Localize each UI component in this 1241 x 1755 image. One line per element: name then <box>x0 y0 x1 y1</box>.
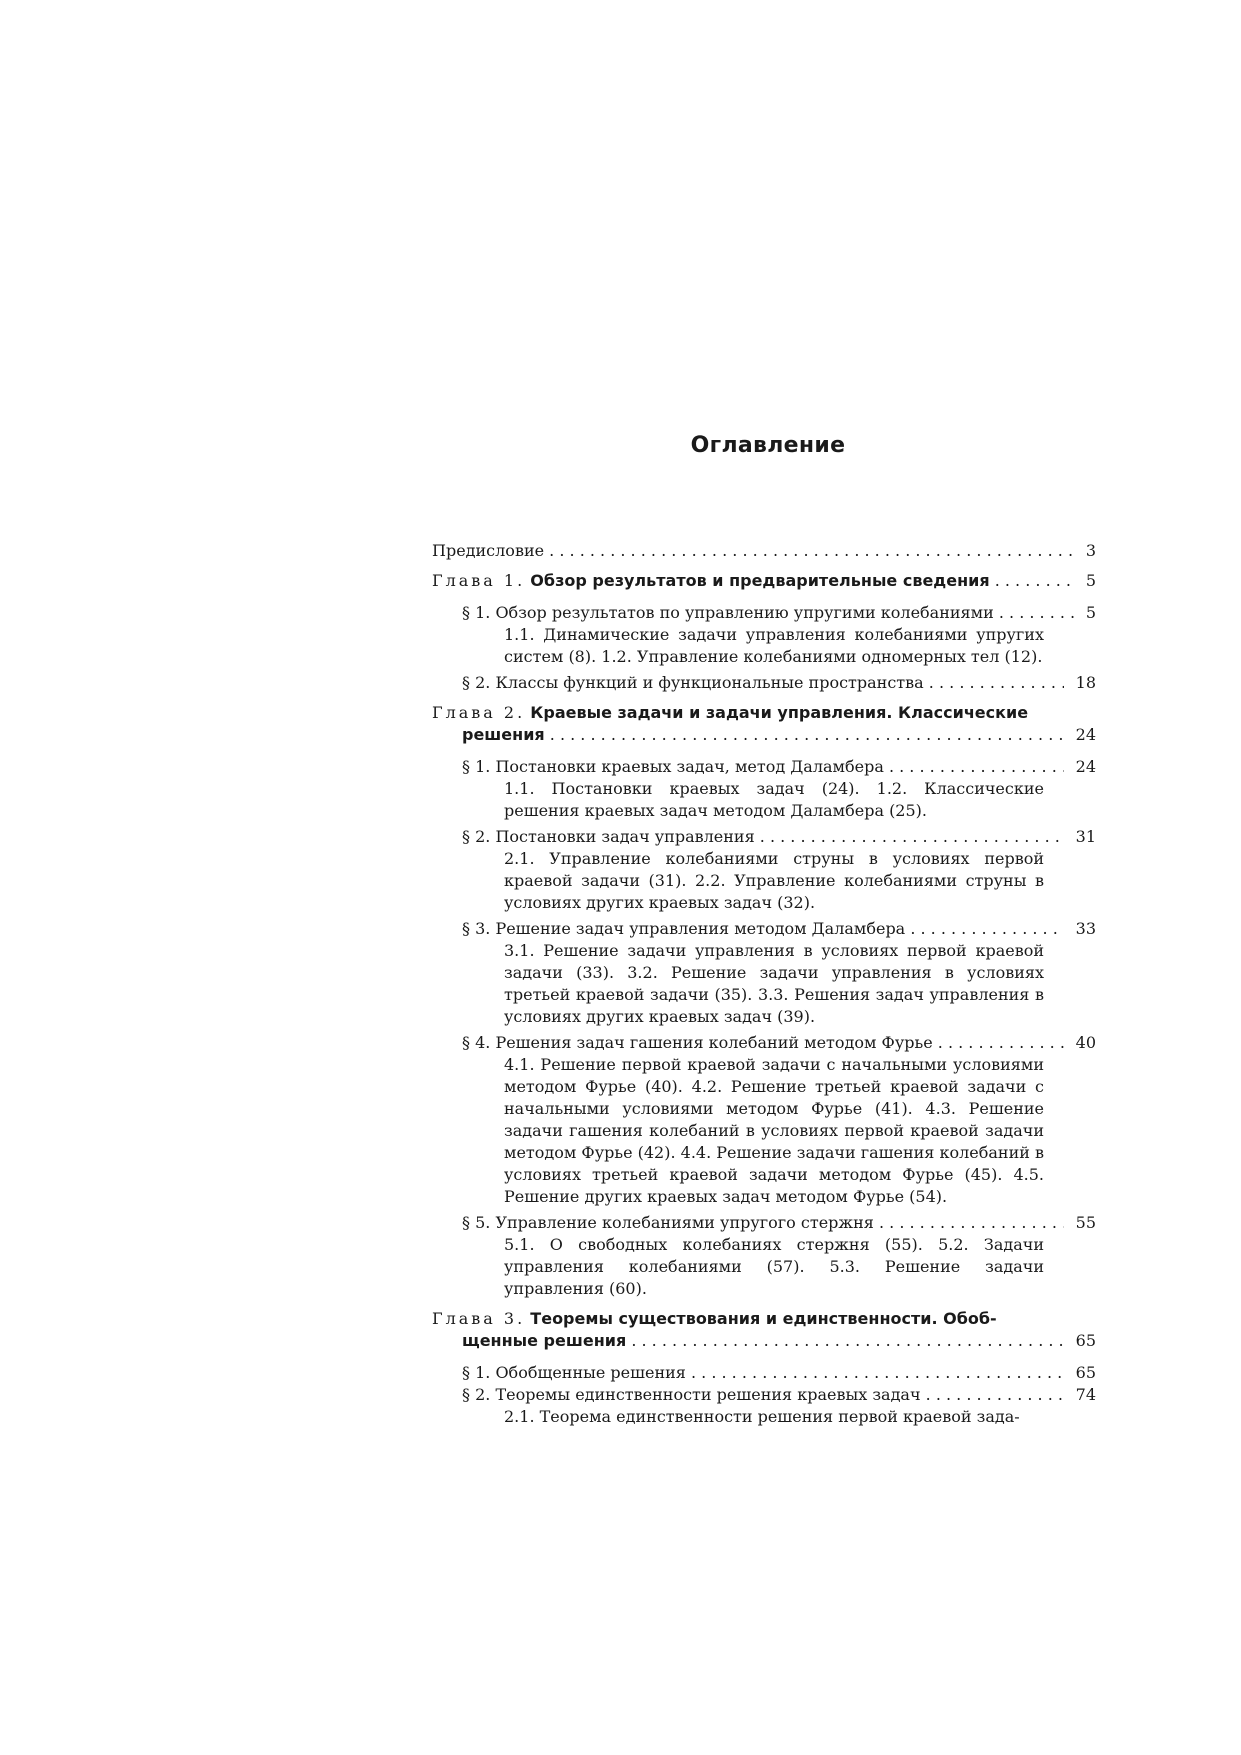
section-subtopics: 4.1. Решение первой краевой задачи с начальными условиями методом Фурье (40). 4.2. Решение третьей краевой задачи с начальными условиями методом Фурье (41). 4.3. Решение задачи гашения колебаний в условиях первой краевой задачи методом Фурье (42). 4.4. Решение задачи гашения колебаний в условиях третьей краевой задачи методом Фурье (45). 4.5. Решение других краевых задач методом Фурье (54). <box>504 1055 1044 1206</box>
section-subtopics: 2.1. Теорема единственности решения первой краевой зада- <box>504 1407 1020 1426</box>
toc-chapter-2 <box>432 702 1096 1300</box>
page-title: Оглавление <box>690 433 846 458</box>
section-label: § 2. Классы функций и функциональные пространства <box>462 673 924 692</box>
chapter-prefix: Глава 1. <box>432 571 526 590</box>
section-label: § 4. Решения задач гашения колебаний методом Фурье <box>462 1033 933 1052</box>
toc-preface <box>432 540 1096 562</box>
toc-section <box>432 1362 1096 1384</box>
chapter-title: Теоремы существования и единственности. Обоб- <box>530 1309 997 1328</box>
toc-page-number: 40 <box>1064 1032 1096 1054</box>
chapter-prefix: Глава 3. <box>432 1309 526 1328</box>
toc-section <box>432 672 1096 694</box>
toc-chapter-heading-cont <box>432 1330 1096 1352</box>
chapter-title: щенные решения <box>462 1331 627 1350</box>
section-label: § 3. Решение задач управления методом Даламбера <box>462 919 906 938</box>
section-label: § 1. Обобщенные решения <box>462 1363 686 1382</box>
toc-chapter-3 <box>432 1308 1096 1428</box>
toc-page-number: 24 <box>1064 756 1096 778</box>
toc-page-number: 31 <box>1064 826 1096 848</box>
toc-page-number: 65 <box>1064 1362 1096 1384</box>
toc-page-number: 74 <box>1064 1384 1096 1406</box>
toc-page-number: 5 <box>1074 570 1096 592</box>
section-subtopics: 1.1. Динамические задачи управления колебаниями упругих систем (8). 1.2. Управление колебаниями одномерных тел (12). <box>504 625 1044 666</box>
toc-page-number: 5 <box>1074 602 1096 624</box>
section-label: § 1. Обзор результатов по управлению упругими колебаниями <box>462 603 994 622</box>
toc-section <box>432 918 1096 940</box>
toc-section <box>432 1032 1096 1054</box>
toc-page-number: 18 <box>1064 672 1096 694</box>
section-subtopics: 3.1. Решение задачи управления в условиях первой краевой задачи (33). 3.2. Решение задачи управления в условиях третьей краевой задачи (35). 3.3. Решения задач управления в условиях других краевых задач (39). <box>504 941 1044 1026</box>
section-label: § 2. Теоремы единственности решения краевых задач <box>462 1385 921 1404</box>
section-label: § 5. Управление колебаниями упругого стержня <box>462 1213 874 1232</box>
toc-section <box>432 1384 1096 1406</box>
toc-preface-label: Предисловие <box>432 541 545 560</box>
toc-page-number: 33 <box>1064 918 1096 940</box>
section-subtopics: 2.1. Управление колебаниями струны в условиях первой краевой задачи (31). 2.2. Управление колебаниями струны в условиях других краевых задач (32). <box>504 849 1044 912</box>
toc-chapter-1 <box>432 570 1096 694</box>
toc-chapter-heading <box>432 702 1096 724</box>
toc-section <box>432 826 1096 848</box>
toc-chapter-heading-cont <box>432 724 1096 746</box>
section-subtopics: 1.1. Постановки краевых задач (24). 1.2. Классические решения краевых задач методом Даламбера (25). <box>504 779 1044 820</box>
toc-page-number: 3 <box>1074 540 1096 562</box>
toc-section <box>432 1212 1096 1234</box>
chapter-title: решения <box>462 725 545 744</box>
toc-chapter-heading <box>432 570 1096 592</box>
section-label: § 2. Постановки задач управления <box>462 827 755 846</box>
table-of-contents <box>432 540 1096 1428</box>
section-subtopics: 5.1. О свободных колебаниях стержня (55). 5.2. Задачи управления колебаниями (57). 5.3. Решение задачи управления (60). <box>504 1235 1044 1298</box>
chapter-title: Обзор результатов и предварительные сведения <box>530 571 990 590</box>
toc-section <box>432 602 1096 624</box>
toc-chapter-heading <box>432 1308 1096 1330</box>
toc-page-number: 55 <box>1064 1212 1096 1234</box>
toc-section <box>432 756 1096 778</box>
chapter-prefix: Глава 2. <box>432 703 526 722</box>
section-label: § 1. Постановки краевых задач, метод Даламбера <box>462 757 884 776</box>
toc-page-number: 24 <box>1064 724 1096 746</box>
chapter-title: Краевые задачи и задачи управления. Классические <box>530 703 1029 722</box>
toc-page-number: 65 <box>1064 1330 1096 1352</box>
